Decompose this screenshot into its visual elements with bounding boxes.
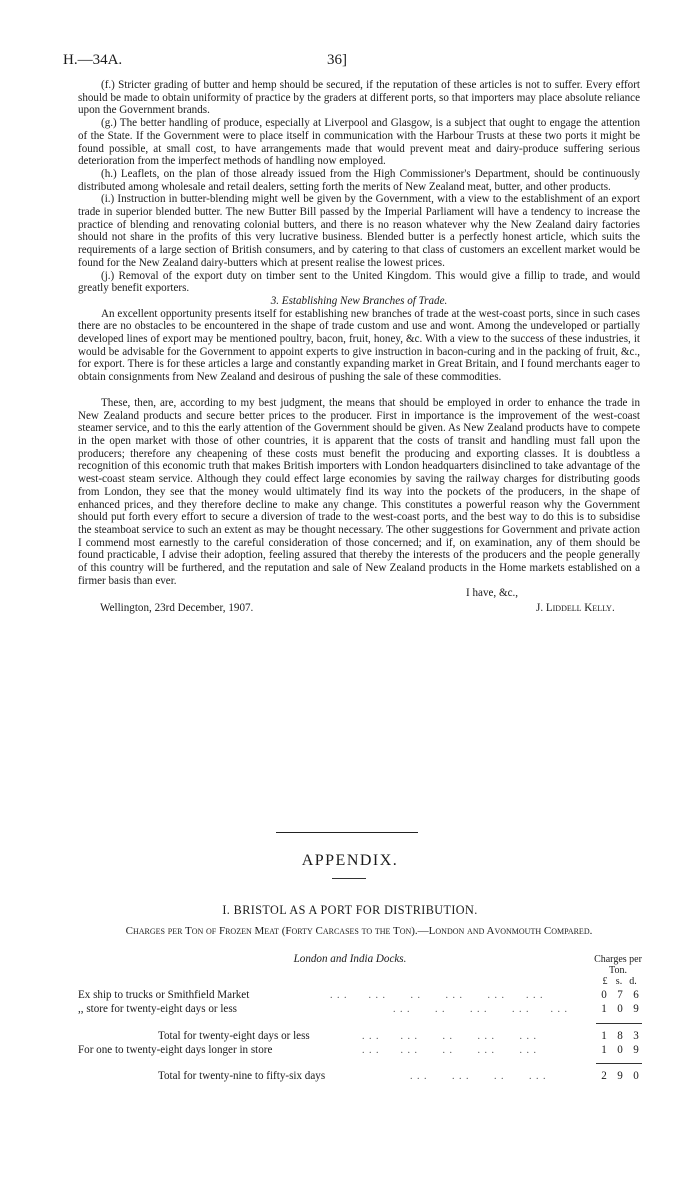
item-i: (i.) Instruction in butter-blending might well be given by the Government, with a view to the establishment of an export trade in superior blended butter. The new Butter Bill passed by the Imperial Parliament will have a tendency to increase the practice of blending and renovating colonial butters, and there is no reason whatever why the New Zealand dairy factories should not share in the profits of this very lucrative business. Blended butter is a perfectly honest article, which suits the requirements of a large section of British consumers, and by catering to that class of customers an excellent market would be found for the New Zealand dairy-butters which at present realise the lowest prices. [78, 193, 640, 269]
charges-title: Charges per Ton of Frozen Meat (Forty Carcases to the Ton).—London and Avonmouth Compared. [125, 925, 593, 937]
table-row-amount [596, 1030, 644, 1042]
table-row-amount [596, 989, 644, 1001]
signature: J. Liddell Kelly. [536, 602, 615, 615]
table-row-label: ,, store for twenty-eight days or less [78, 1003, 237, 1015]
table-row-amount [596, 1003, 644, 1015]
table-row-label: Ex ship to trucks or Smithfield Market [78, 989, 250, 1001]
table-row-label: Total for twenty-eight days or less [158, 1030, 310, 1042]
page-number: 36] [327, 52, 347, 68]
column-heading: Charges per Ton. [594, 954, 642, 976]
unit-shillings: s. [615, 976, 623, 987]
table-row-amount [596, 1044, 644, 1056]
section-3-heading: 3. Establishing New Branches of Trade. [270, 294, 448, 307]
item-h: (h.) Leaflets, on the plan of those already issued from the High Commissioner's Department, should be continuously distributed among wholesale and retail dealers, setting forth the merits of New Zealand meat, butter, and other products. [78, 167, 640, 193]
docks-heading: London and India Docks. [293, 953, 407, 965]
conclusion-paragraph: These, then, are, according to my best judgment, the means that should be employed in order to enhance the trade in New Zealand products and secure better prices to the producer. First in importance is the improvement of the west-coast steamer service, and to this the early attention of the Government should be given. As New Zealand products have to compete in the open market with those of other countries, it is apparent that the costs of transit and handling must fall upon the producers; therefore any cheapening of these costs must benefit the producing and exporting classes. It is doubtless a recognition of this economic truth that makes British importers with London headquarters disinclined to take advantage of the west-coast steam service. Although they could effect large economies by saving the railway charges for distributing goods from London, they see that the money would ultimately find its way into the pockets of the producers, in the shape of enhanced prices, and they therefore decline to make any change. This constitutes a powerful reason why the Government should put forth every effort to secure a diversion of trade to the west-coast ports, and the best way to do this is to subsidise the steamboat service to such an extent as may be thought necessary. The other suggestions for Government and private action I commend most earnestly to the careful consideration of those concerned; and if, on examination, any of them should be found practicable, I advise their adoption, feeling assured that thereby the interests of the producers and the people generally of this country will be furthered, and the reputation and sale of New Zealand products in the Home markets established on a firmer basis than ever. [78, 396, 640, 587]
leader-dots: . . . . . . . . . . . [410, 1071, 547, 1082]
leader-dots: . . . . . . . . . . . . . . [393, 1004, 568, 1015]
amount-shillings: 8 [617, 1030, 623, 1042]
amount-pounds: 2 [601, 1070, 607, 1082]
place-date: Wellington, 23rd December, 1907. [100, 602, 254, 615]
unit-pounds: £ [602, 976, 608, 987]
amount-pence: 9 [633, 1044, 639, 1056]
amount-pence: 6 [633, 989, 639, 1001]
appendix-subtitle: I. BRISTOL AS A PORT FOR DISTRIBUTION. [222, 903, 478, 917]
leader-dots: . . . . . . . . . . . . . . . . . [330, 990, 544, 1001]
body-text [78, 79, 640, 627]
amount-pounds: 1 [601, 1030, 607, 1042]
unit-pence: d. [629, 976, 637, 987]
amount-shillings: 0 [617, 1003, 623, 1015]
amount-shillings: 9 [617, 1070, 623, 1082]
amount-pence: 3 [633, 1030, 639, 1042]
subtotal-rule [596, 1063, 642, 1064]
subtotal-rule [596, 1023, 642, 1024]
item-j: (j.) Removal of the export duty on timber sent to the United Kingdom. This would give a fillip to trade, and would greatly benefit exporters. [78, 269, 640, 295]
table-row-label: For one to twenty-eight days longer in store [78, 1044, 273, 1056]
amount-pounds: 1 [601, 1044, 607, 1056]
leader-dots: . . . . . . . . . . . . . . [362, 1031, 537, 1042]
amount-pounds: 0 [601, 989, 607, 1001]
signoff [78, 587, 640, 627]
amount-pence: 9 [633, 1003, 639, 1015]
divider-rule [276, 832, 418, 833]
table-row-amount [596, 1070, 644, 1082]
item-g: (g.) The better handling of produce, especially at Liverpool and Glasgow, is a subject that ought to engage the attention of the State. If the Government were to place itself in communication with the Harbour Trusts at these two ports it might be found possible, at small cost, to have arrangements made that would prevent meat and dairy-produce suffering serious deterioration from the imperfect methods of handling now employed. [78, 117, 640, 168]
closing: I have, &c., [466, 587, 519, 600]
table-row-label: Total for twenty-nine to fifty-six days [158, 1070, 326, 1082]
amount-shillings: 7 [617, 989, 623, 1001]
amount-pounds: 1 [601, 1003, 607, 1015]
section-3-paragraph: An excellent opportunity presents itself for establishing new branches of trade at the west-coast ports, since in such cases there are no obstacles to be encountered in the shape of trade custom and use and wont. Among the undeveloped or partially developed lines of export may be mentioned poultry, bacon, fruit, honey, &c. With a view to the success of these industries, it would be advisable for the Government to appoint experts to give instruction in bacon-curing and in the packing of fruit, &c., for export. There is for these articles a large and constantly expanding market in Great Britain, and I found merchants eager to obtain consignments from New Zealand and desirous of pushing the sale of these commodities. [78, 307, 640, 384]
currency-units [598, 976, 644, 987]
report-code: H.—34A. [63, 52, 123, 68]
divider-rule-short [332, 878, 366, 879]
amount-pence: 0 [633, 1070, 639, 1082]
amount-shillings: 0 [617, 1044, 623, 1056]
item-f: (f.) Stricter grading of butter and hemp should be secured, if the reputation of these articles is not to suffer. Every effort should be made to obtain uniformity of practice by the graders at different ports, so that importers may place absolute reliance upon the Government brands. [78, 79, 640, 117]
appendix-title: APPENDIX. [301, 852, 399, 869]
leader-dots: . . . . . . . . . . . . . . [362, 1045, 537, 1056]
